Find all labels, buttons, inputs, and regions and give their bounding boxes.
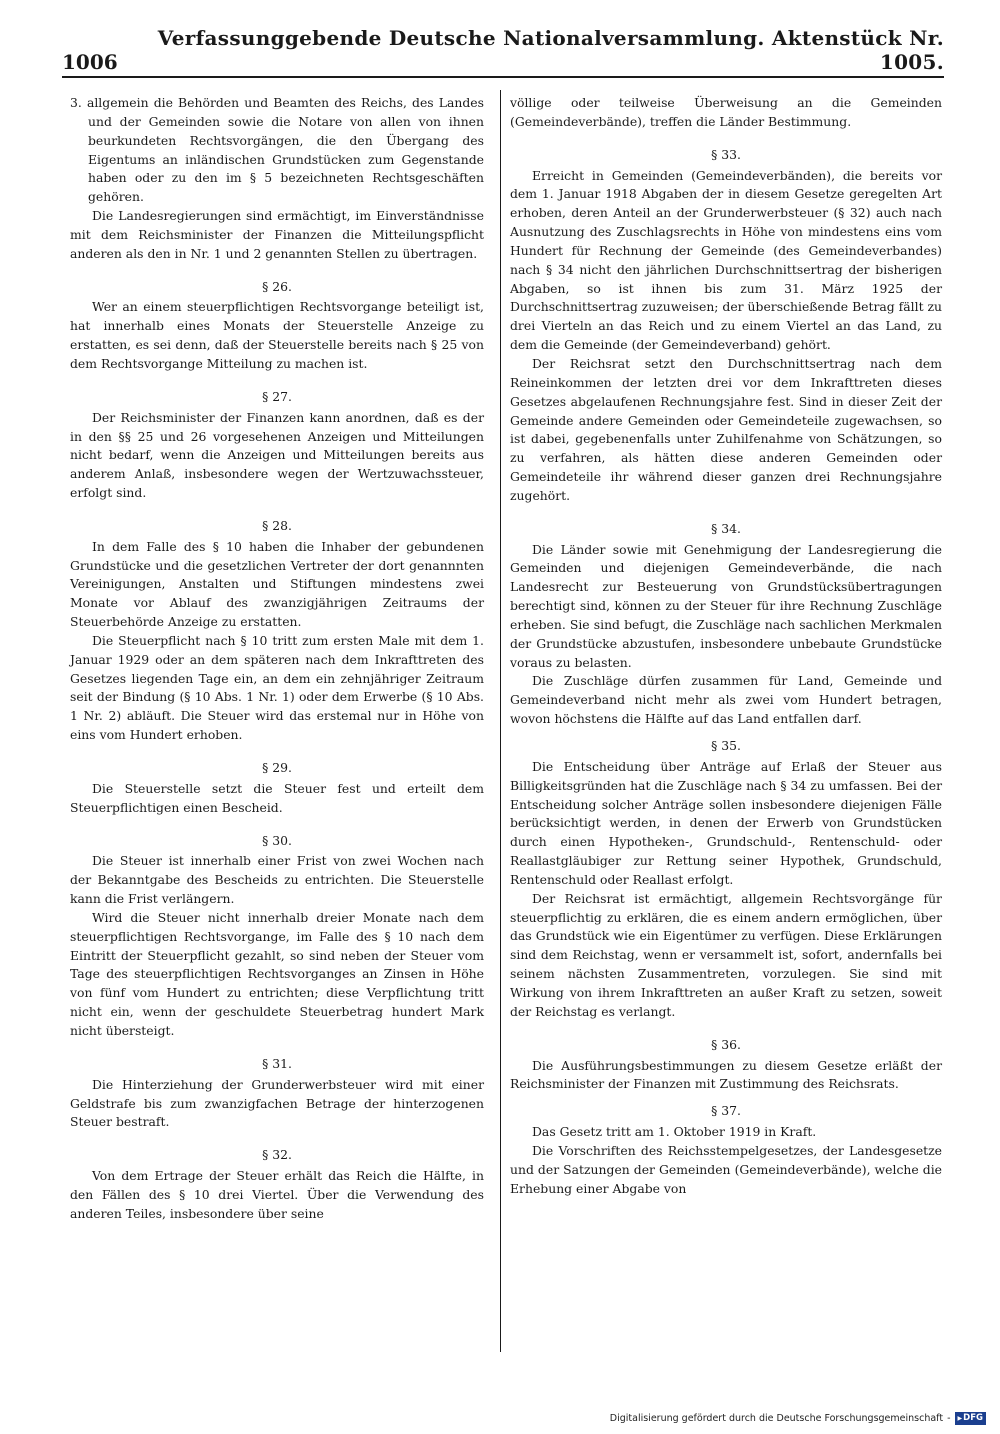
section-heading-36: § 36. <box>711 1036 741 1052</box>
column-divider <box>500 90 501 1352</box>
section-heading-30: § 30. <box>262 832 292 848</box>
left-column <box>70 94 484 1224</box>
digitization-credit <box>610 1412 986 1425</box>
section-heading-29: § 29. <box>262 760 292 775</box>
paragraph: In dem Falle des § 10 haben die Inhaber der gebundenen Grundstücke und die gesetzlichen Vertreter der dort genannnten Vereinigungen, Anstalten und Stiftungen mindestens zwei Monate vor Ablauf des zwanzigjährigen Zeitraums der Steuerbehörde Anzeige zu erstatten. <box>70 538 484 630</box>
section-heading-27: § 27. <box>262 388 292 404</box>
running-title: Verfassunggebende Deutsche Nationalversammlung. Aktenstück Nr. 1005. <box>157 26 944 74</box>
paragraph: Die Vorschriften des Reichsstempelgesetzes, der Landesgesetze und der Satzungen der Gemeinden (Gemeindeverbände), welche die Erhebung einer Abgabe von <box>510 1142 942 1196</box>
list-item-3: 3. allgemein die Behörden und Beamten des Reichs, des Landes und der Gemeinden sowie die Notare von allen von ihnen beurkundeten Rechtsvorgängen, die den Übergang des Eigentums an inländischen Grundstücken zum Gegenstande haben oder zu den im § 5 bezeichneten Rechtsgeschäften gehören. <box>70 95 484 205</box>
section-heading-35: § 35. <box>711 738 741 753</box>
paragraph: Die Länder sowie mit Genehmigung der Landesregierung die Gemeinden und diejenigen Gemeindeverbände, die nach Landesrecht zur Besteuerung von Grundstücksübertragungen berechtigt sind, können zu der Steuer für ihre Rechnung Zuschläge erheben. Sie sind befugt, die Zuschläge nach sachlichen Merkmalen der Grundstücke abzustufen, insbesondere unbebaute Grundstücke voraus zu belasten. <box>510 541 942 670</box>
section-heading-26: § 26. <box>262 278 292 294</box>
paragraph: Wer an einem steuerpflichtigen Rechtsvorgange beteiligt ist, hat innerhalb eines Monats der Steuerstelle Anzeige zu erstatten, es sei denn, daß der Steuerstelle bereits nach § 25 von dem Rechtsvorgange Mitteilung zu machen ist. <box>70 299 484 371</box>
paragraph-continued: völlige oder teilweise Überweisung an die Gemeinden (Gemeindeverbände), treffen die Länder Bestimmung. <box>510 95 942 129</box>
paragraph: Die Landesregierungen sind ermächtigt, im Einverständnisse mit dem Reichsminister der Finanzen die Mitteilungspflicht anderen als den in Nr. 1 und 2 genannten Stellen zu übertragen. <box>70 208 484 261</box>
section-heading-28: § 28. <box>262 517 292 533</box>
dfg-logo: ▶ DFG <box>955 1412 986 1425</box>
paragraph: Die Steuerpflicht nach § 10 tritt zum ersten Male mit dem 1. Januar 1929 oder an dem späteren nach dem Inkrafttreten des Gesetzes liegenden Tage ein, an dem ein zehnjähriger Zeitraum seit der Bindung (§ 10 Abs. 1 Nr. 1) oder dem Erwerbe (§ 10 Abs. 1 Nr. 2) abläuft. Die Steuer wird das erstemal nur in Höhe von eins vom Hundert erhoben. <box>70 632 484 743</box>
section-heading-37: § 37. <box>711 1103 741 1119</box>
paragraph: Die Ausführungsbestimmungen zu diesem Gesetze erläßt der Reichsminister der Finanzen mit Zustimmung des Reichsrats. <box>510 1057 942 1092</box>
paragraph: Die Entscheidung über Anträge auf Erlaß der Steuer aus Billigkeitsgründen hat die Zuschläge nach § 34 zu umfassen. Bei der Entscheidung solcher Anträge sollen insbesondere diejenigen Fälle berücksichtigt werden, in denen der Erwerb von Grundstücken durch einen Hypotheken-, Grundschuld-, Rentenschuld- oder Reallastgläubiger zur Rettung seiner Hypothek, Grundschuld, Rentenschuld oder Reallast erfolgt. <box>510 758 942 887</box>
paragraph: Von dem Ertrage der Steuer erhält das Reich die Hälfte, in den Fällen des § 10 drei Viertel. Über die Verwendung des anderen Teiles, insbesondere über seine <box>70 1168 484 1221</box>
section-heading-32: § 32. <box>262 1147 292 1163</box>
paragraph: Die Hinterziehung der Grunderwerbsteuer wird mit einer Geldstrafe bis zum zwanzigfachen Betrage der hinterzogenen Steuer bestraft. <box>70 1076 484 1130</box>
page-header <box>62 26 944 78</box>
paragraph: Erreicht in Gemeinden (Gemeindeverbänden), die bereits vor dem 1. Januar 1918 Abgaben der in diesem Gesetze geregelten Art erhoben, deren Anteil an der Grunderwerbsteuer (§ 32) auch nach Ausnutzung des Zuschlagsrechts in Höhe von mindestens eins vom Hundert für Rechnung der Gemeinde (des Gemeindeverbandes) nach § 34 nicht den jährlichen Durchschnittsertrag der bisherigen Abgaben, so ist ihnen bis zum 31. März 1925 der Durchschnittsertrag zuzuweisen; der überschießende Betrag fällt zu drei Vierteln an das Reich und zu einem Viertel an das Land, zu dem die Gemeinde (der Gemeindeverband) gehört. <box>510 167 942 353</box>
paragraph: Die Steuerstelle setzt die Steuer fest und erteilt dem Steuerpflichtigen einen Bescheid. <box>70 780 484 815</box>
credit-text: Digitalisierung gefördert durch die Deutsche Forschungsgemeinschaft <box>609 1413 944 1424</box>
paragraph: Die Steuer ist innerhalb einer Frist von zwei Wochen nach der Bekanntgabe des Bescheids zu entrichten. Die Steuerstelle kann die Frist verlängern. <box>70 853 484 907</box>
section-heading-33: § 33. <box>711 146 741 162</box>
paragraph: Das Gesetz tritt am 1. Oktober 1919 in Kraft. <box>532 1124 817 1140</box>
page-number: 1006 <box>62 50 118 74</box>
paragraph: Der Reichsrat ist ermächtigt, allgemein Rechtsvorgänge für steuerpflichtig zu erklären, die es einem andern ermöglichen, über das Grundstück wie ein Eigentümer zu verfügen. Diese Erklärungen sind dem Reichstag, wenn er versammelt ist, sofort, andernfalls bei seinem nächsten Zusammentreten, vorzulegen. Sie sind mit Wirkung von ihrem Inkrafttreten an außer Kraft zu setzen, soweit der Reichstag es verlangt. <box>510 890 942 1019</box>
section-heading-31: § 31. <box>262 1055 292 1071</box>
paragraph: Der Reichsrat setzt den Durchschnittsertrag nach dem Reineinkommen der letzten drei vor dem Inkrafttreten dieses Gesetzes abgelaufenen Rechnungsjahre fest. Sind in dieser Zeit der Gemeinde andere Gemeinden oder Gemeindeteile zugewachsen, so ist dabei, gegebenenfalls unter Zuhilfenahme von Schätzungen, so zu verfahren, als hätten diese anderen Gemeinden oder Gemeindeteile ihr während dieser ganzen drei Rechnungsjahre zugehört. <box>510 355 942 503</box>
section-heading-34: § 34. <box>711 520 741 536</box>
paragraph: Die Zuschläge dürfen zusammen für Land, Gemeinde und Gemeindeverband nicht mehr als zwei vom Hundert betragen, wovon höchstens die Hälfte auf das Land entfallen darf. <box>510 673 942 727</box>
right-column <box>510 94 942 1198</box>
paragraph: Der Reichsminister der Finanzen kann anordnen, daß es der in den §§ 25 und 26 vorgesehenen Anzeigen und Mitteilungen nicht bedarf, wenn die Anzeigen und Mitteilungen bereits aus anderem Anlaß, insbesondere wegen der Wertzuwachssteuer, erfolgt sind. <box>70 409 484 501</box>
credit-separator: - <box>947 1413 951 1424</box>
paragraph: Wird die Steuer nicht innerhalb dreier Monate nach dem steuerpflichtigen Rechtsvorgange, im Falle des § 10 nach dem Eintritt der Steuerpflicht gezahlt, so sind neben der Steuer vom Tage des steuerpflichtigen Rechtsvorganges an Zinsen in Höhe von fünf vom Hundert zu entrichten; diese Verpflichtung tritt nicht ein, wenn der geschuldete Steuerbetrag hundert Mark nicht übersteigt. <box>70 909 484 1038</box>
